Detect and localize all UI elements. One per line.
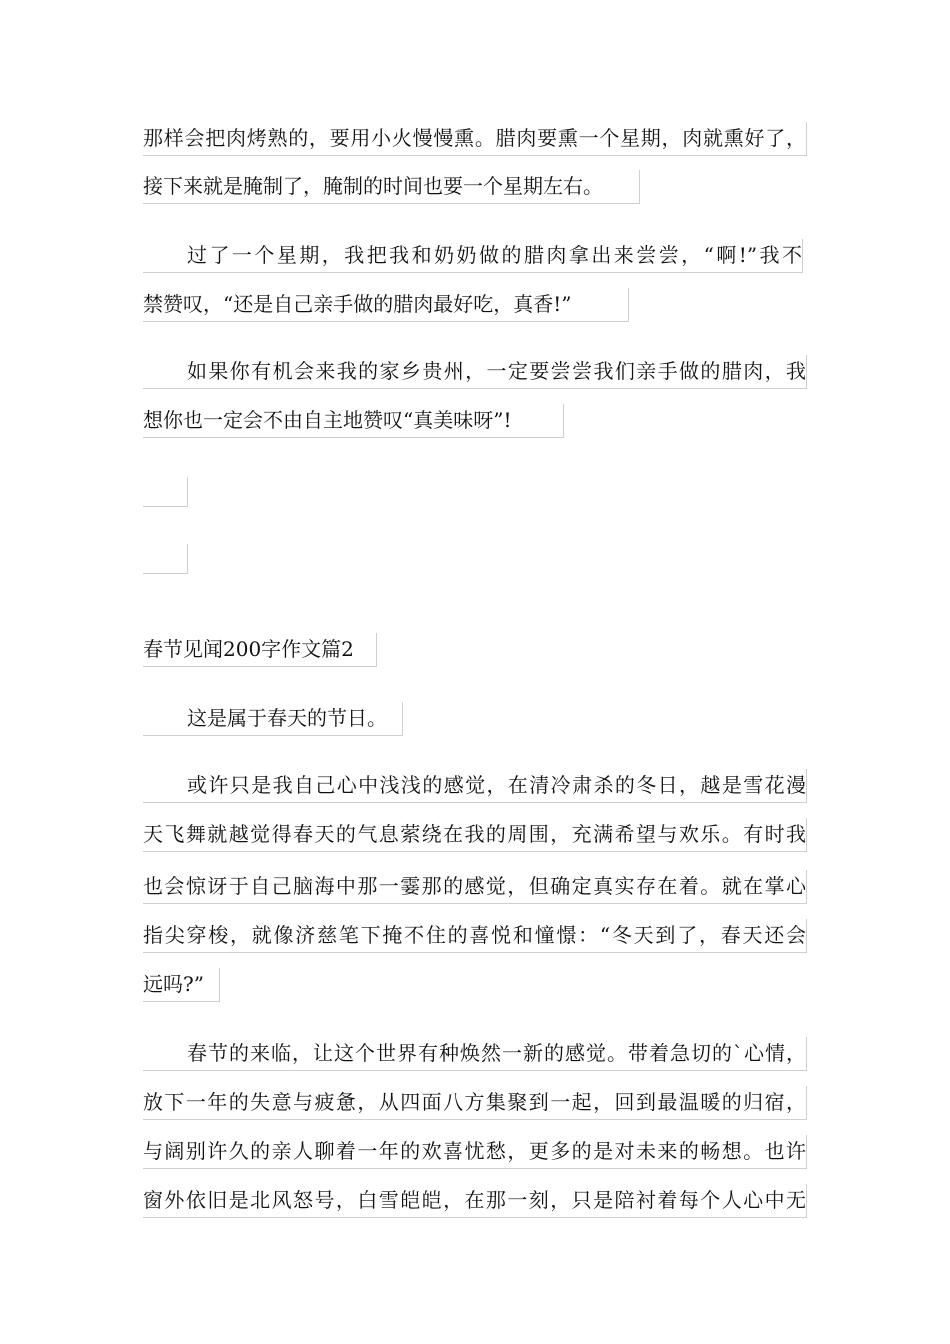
paragraph-line: 天飞舞就越觉得春天的气息萦绕在我的周围，充满希望与欢乐。有时我 [143, 818, 807, 852]
paragraph-line: 过了一个星期，我把我和奶奶做的腊肉拿出来尝尝，“啊!”我不 [143, 239, 803, 273]
section-title: 春节见闻200字作文篇2 [143, 633, 377, 667]
paragraph-line: 春节的来临，让这个世界有种焕然一新的感觉。带着急切的`心情， [143, 1037, 807, 1071]
paragraph-line: 接下来就是腌制了，腌制的时间也要一个星期左右。 [143, 170, 640, 204]
empty-paragraph [143, 477, 188, 507]
paragraph-line: 指尖穿梭，就像济慈笔下掩不住的喜悦和憧憬：“冬天到了，春天还会 [143, 919, 807, 953]
paragraph-line: 窗外依旧是北风怒号，白雪皑皑，在那一刻，只是陪衬着每个人心中无 [143, 1184, 807, 1218]
paragraph-line: 想你也一定会不由自主地赞叹“真美味呀”! [143, 404, 564, 438]
paragraph-line: 远吗?” [143, 968, 220, 1002]
paragraph-line: 那样会把肉烤熟的，要用小火慢慢熏。腊肉要熏一个星期，肉就熏好了， [143, 122, 807, 156]
paragraph-line: 与阔别许久的亲人聊着一年的欢喜忧愁，更多的是对未来的畅想。也许 [143, 1135, 807, 1169]
paragraph-line: 或许只是我自己心中浅浅的感觉，在清冷肃杀的冬日，越是雪花漫 [143, 769, 807, 803]
paragraph-line: 如果你有机会来我的家乡贵州，一定要尝尝我们亲手做的腊肉，我 [143, 355, 807, 389]
paragraph-line: 放下一年的失意与疲惫，从四面八方集聚到一起，回到最温暖的归宿， [143, 1086, 807, 1120]
empty-paragraph [143, 544, 188, 574]
paragraph-line: 禁赞叹，“还是自己亲手做的腊肉最好吃，真香!” [143, 288, 629, 322]
paragraph-line: 这是属于春天的节日。 [143, 702, 403, 736]
paragraph-line: 也会惊讶于自己脑海中那一霎那的感觉，但确定真实存在着。就在掌心 [143, 870, 807, 904]
